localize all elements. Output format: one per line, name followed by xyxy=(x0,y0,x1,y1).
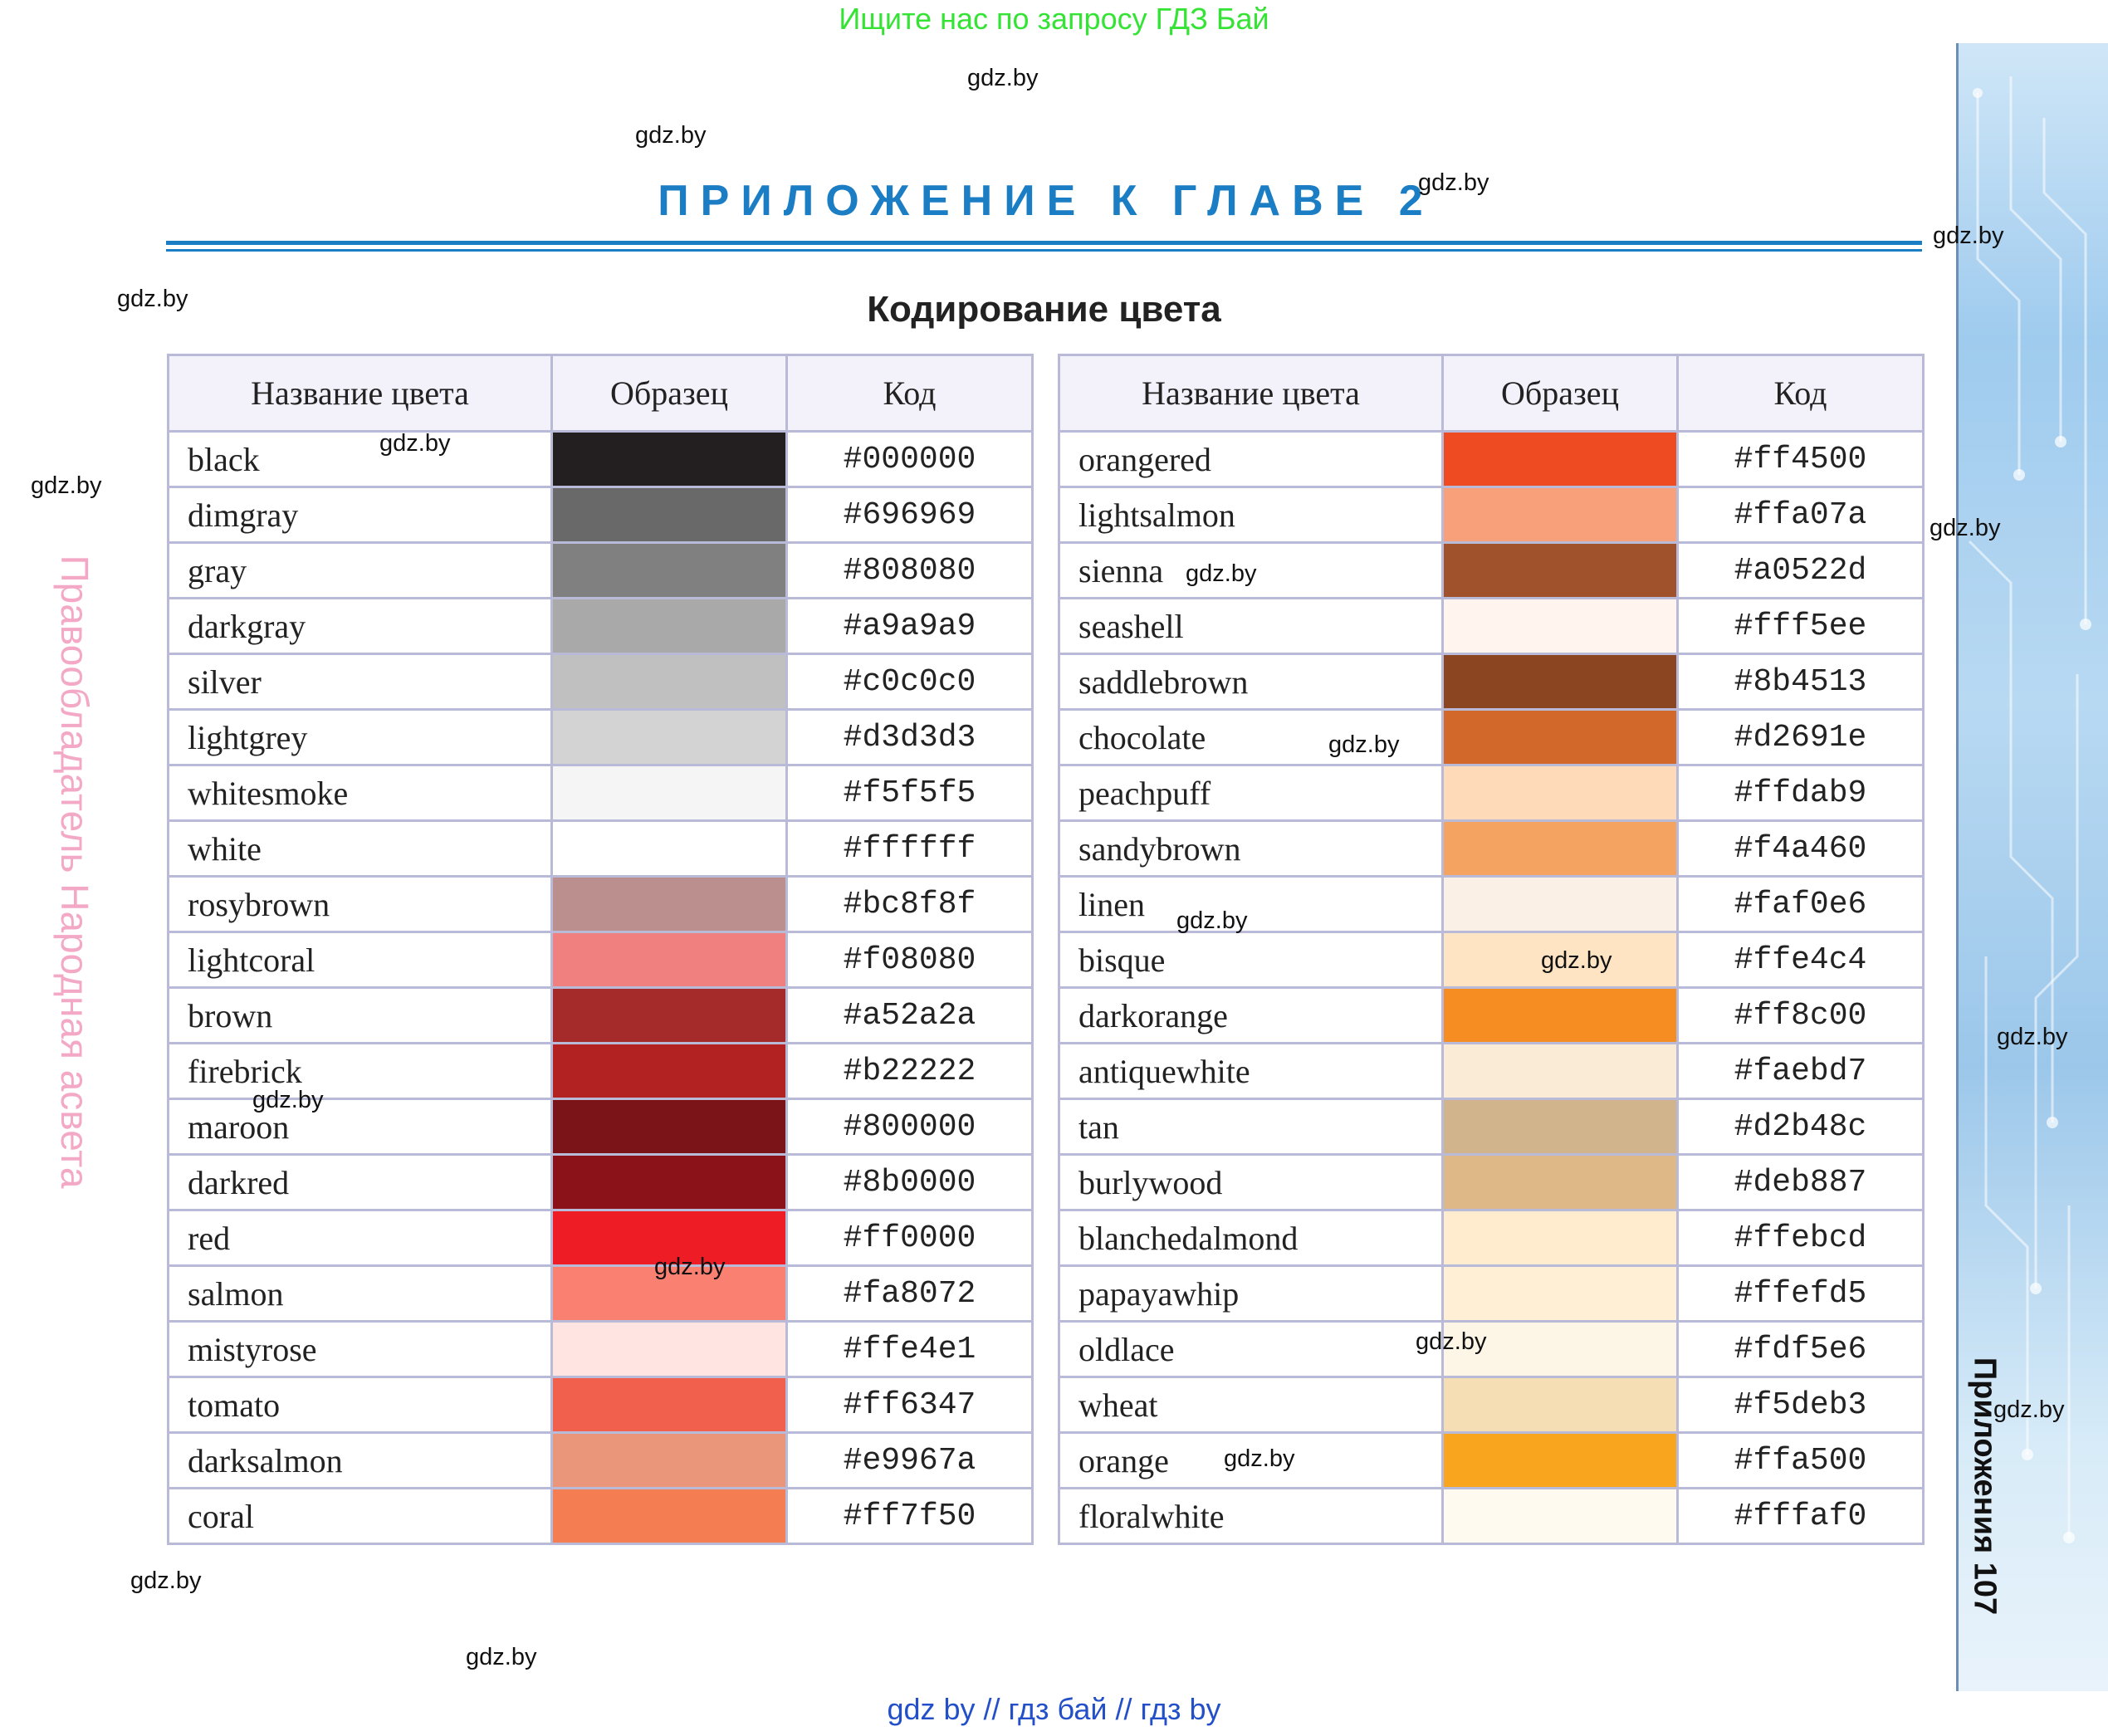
chapter-title: ПРИЛОЖЕНИЕ К ГЛАВЕ 2 xyxy=(658,177,1435,225)
table-row xyxy=(169,710,1033,765)
color-code: #a9a9a9 xyxy=(787,599,1033,654)
table-header-row xyxy=(1059,355,1924,432)
table-row xyxy=(1059,487,1924,543)
color-name: gray xyxy=(169,543,552,599)
color-swatch xyxy=(552,988,787,1044)
color-name: floralwhite xyxy=(1059,1489,1443,1544)
table-row xyxy=(169,821,1033,877)
left-table-body xyxy=(169,432,1033,1544)
right-table-body xyxy=(1059,432,1924,1544)
color-swatch xyxy=(552,1322,787,1377)
color-swatch xyxy=(1443,487,1678,543)
watermark: gdz.by xyxy=(466,1644,537,1670)
color-name: antiquewhite xyxy=(1059,1044,1443,1099)
watermark: gdz.by xyxy=(1993,1396,2065,1423)
table-row xyxy=(169,932,1033,988)
table-row xyxy=(1059,1044,1924,1099)
color-name: mistyrose xyxy=(169,1322,552,1377)
color-code: #fff5ee xyxy=(1678,599,1924,654)
color-swatch xyxy=(552,1489,787,1544)
table-row xyxy=(1059,599,1924,654)
color-name: peachpuff xyxy=(1059,765,1443,821)
color-code: #f5f5f5 xyxy=(787,765,1033,821)
color-code: #f4a460 xyxy=(1678,821,1924,877)
color-name: blanchedalmond xyxy=(1059,1210,1443,1266)
color-code: #ff7f50 xyxy=(787,1489,1033,1544)
watermark: gdz.by xyxy=(252,1087,324,1113)
color-name: maroon xyxy=(169,1099,552,1155)
color-swatch xyxy=(1443,988,1678,1044)
color-name: whitesmoke xyxy=(169,765,552,821)
side-divider xyxy=(1956,43,1959,1691)
color-swatch xyxy=(1443,821,1678,877)
color-code: #000000 xyxy=(787,432,1033,487)
color-code: #8b4513 xyxy=(1678,654,1924,710)
color-code: #ffa07a xyxy=(1678,487,1924,543)
color-name: wheat xyxy=(1059,1377,1443,1433)
color-swatch xyxy=(1443,1099,1678,1155)
header-sample: Образец xyxy=(1443,355,1678,432)
color-swatch xyxy=(552,654,787,710)
color-name: darkgray xyxy=(169,599,552,654)
section-title: Кодирование цвета xyxy=(867,289,1221,330)
color-swatch xyxy=(552,765,787,821)
color-code: #ff4500 xyxy=(1678,432,1924,487)
owner-vertical-text xyxy=(50,515,100,1229)
header-name: Название цвета xyxy=(1059,355,1443,432)
color-code: #deb887 xyxy=(1678,1155,1924,1210)
watermark: gdz.by xyxy=(1224,1445,1295,1472)
color-name: red xyxy=(169,1210,552,1266)
color-swatch xyxy=(552,1377,787,1433)
table-row xyxy=(169,877,1033,932)
color-code: #ff0000 xyxy=(787,1210,1033,1266)
table-row xyxy=(169,1377,1033,1433)
watermark: gdz.by xyxy=(117,286,188,312)
color-name: chocolate xyxy=(1059,710,1443,765)
color-name: black xyxy=(169,432,552,487)
color-code: #808080 xyxy=(787,543,1033,599)
table-row xyxy=(169,487,1033,543)
color-swatch xyxy=(1443,1210,1678,1266)
color-name: papayawhip xyxy=(1059,1266,1443,1322)
table-row xyxy=(1059,432,1924,487)
color-swatch xyxy=(1443,654,1678,710)
header-sample: Образец xyxy=(552,355,787,432)
table-row xyxy=(169,1489,1033,1544)
color-code: #d2691e xyxy=(1678,710,1924,765)
color-code: #e9967a xyxy=(787,1433,1033,1489)
color-swatch xyxy=(552,543,787,599)
table-row xyxy=(169,1322,1033,1377)
table-row xyxy=(1059,932,1924,988)
table-header-row xyxy=(169,355,1033,432)
watermark: gdz.by xyxy=(1418,169,1489,196)
color-name: orange xyxy=(1059,1433,1443,1489)
watermark: gdz.by xyxy=(1328,731,1400,758)
color-name: white xyxy=(169,821,552,877)
watermark: gdz.by xyxy=(1416,1328,1487,1355)
color-code: #d3d3d3 xyxy=(787,710,1033,765)
color-swatch xyxy=(1443,1155,1678,1210)
bottom-links[interactable]: gdz by // гдз бай // гдз by xyxy=(887,1692,1221,1726)
color-code: #c0c0c0 xyxy=(787,654,1033,710)
color-code: #d2b48c xyxy=(1678,1099,1924,1155)
color-swatch xyxy=(1443,543,1678,599)
color-code: #f5deb3 xyxy=(1678,1377,1924,1433)
table-row xyxy=(1059,765,1924,821)
color-name: oldlace xyxy=(1059,1322,1443,1377)
color-name: sandybrown xyxy=(1059,821,1443,877)
table-row xyxy=(169,654,1033,710)
table-row xyxy=(1059,1155,1924,1210)
color-name: darksalmon xyxy=(169,1433,552,1489)
watermark: gdz.by xyxy=(1176,907,1248,934)
color-name: burlywood xyxy=(1059,1155,1443,1210)
color-swatch xyxy=(552,1044,787,1099)
watermark: gdz.by xyxy=(31,472,102,499)
title-rule-bottom xyxy=(166,249,1922,252)
table-row xyxy=(1059,1266,1924,1322)
color-name: salmon xyxy=(169,1266,552,1322)
color-name: dimgray xyxy=(169,487,552,543)
color-name: silver xyxy=(169,654,552,710)
color-name: seashell xyxy=(1059,599,1443,654)
watermark: gdz.by xyxy=(1933,223,2004,249)
color-swatch xyxy=(1443,1377,1678,1433)
color-code: #ffdab9 xyxy=(1678,765,1924,821)
color-name: saddlebrown xyxy=(1059,654,1443,710)
left-color-table xyxy=(167,354,1034,1545)
color-name: bisque xyxy=(1059,932,1443,988)
table-row xyxy=(1059,1099,1924,1155)
color-swatch xyxy=(1443,765,1678,821)
color-swatch xyxy=(552,599,787,654)
color-code: #fdf5e6 xyxy=(1678,1322,1924,1377)
color-name: darkred xyxy=(169,1155,552,1210)
color-swatch xyxy=(552,1155,787,1210)
table-row xyxy=(169,543,1033,599)
color-code: #ffefd5 xyxy=(1678,1266,1924,1322)
table-row xyxy=(1059,654,1924,710)
color-swatch xyxy=(552,1433,787,1489)
table-row xyxy=(169,765,1033,821)
color-code: #ffffff xyxy=(787,821,1033,877)
color-swatch xyxy=(552,710,787,765)
color-name: lightcoral xyxy=(169,932,552,988)
color-code: #ffebcd xyxy=(1678,1210,1924,1266)
top-banner: Ищите нас по запросу ГДЗ Бай xyxy=(839,2,1269,36)
table-row xyxy=(1059,1433,1924,1489)
watermark: gdz.by xyxy=(654,1254,726,1280)
color-code: #800000 xyxy=(787,1099,1033,1155)
color-name: coral xyxy=(169,1489,552,1544)
color-swatch xyxy=(552,821,787,877)
table-row xyxy=(169,1266,1033,1322)
color-swatch xyxy=(552,432,787,487)
color-name: sienna xyxy=(1059,543,1443,599)
color-code: #ff6347 xyxy=(787,1377,1033,1433)
watermark: gdz.by xyxy=(635,122,707,149)
header-code: Код xyxy=(1678,355,1924,432)
color-code: #a52a2a xyxy=(787,988,1033,1044)
color-swatch xyxy=(552,932,787,988)
color-swatch xyxy=(1443,1433,1678,1489)
table-row xyxy=(1059,988,1924,1044)
color-swatch xyxy=(1443,877,1678,932)
color-code: #ff8c00 xyxy=(1678,988,1924,1044)
table-row xyxy=(1059,710,1924,765)
color-name: brown xyxy=(169,988,552,1044)
color-swatch xyxy=(552,487,787,543)
color-code: #b22222 xyxy=(787,1044,1033,1099)
page-label: Приложения 107 xyxy=(1967,1357,2003,1616)
page-label-vertical xyxy=(1959,1328,2009,1644)
color-name: linen xyxy=(1059,877,1443,932)
color-swatch xyxy=(1443,432,1678,487)
color-code: #fffaf0 xyxy=(1678,1489,1924,1544)
watermark: gdz.by xyxy=(967,65,1039,91)
table-row xyxy=(1059,821,1924,877)
watermark: gdz.by xyxy=(1997,1024,2068,1050)
watermark: gdz.by xyxy=(1541,947,1612,974)
color-code: #fa8072 xyxy=(787,1266,1033,1322)
watermark: gdz.by xyxy=(1186,560,1257,587)
color-code: #ffa500 xyxy=(1678,1433,1924,1489)
color-code: #bc8f8f xyxy=(787,877,1033,932)
color-name: lightsalmon xyxy=(1059,487,1443,543)
color-code: #ffe4c4 xyxy=(1678,932,1924,988)
table-row xyxy=(1059,1322,1924,1377)
color-swatch xyxy=(1443,1044,1678,1099)
title-rule-top xyxy=(166,241,1922,245)
right-color-table xyxy=(1058,354,1925,1545)
color-swatch xyxy=(552,1099,787,1155)
color-code: #f08080 xyxy=(787,932,1033,988)
table-row xyxy=(169,432,1033,487)
table-row xyxy=(169,1210,1033,1266)
table-row xyxy=(1059,1489,1924,1544)
color-swatch xyxy=(1443,599,1678,654)
watermark: gdz.by xyxy=(379,430,451,457)
table-row xyxy=(1059,1377,1924,1433)
watermark: gdz.by xyxy=(1929,515,2001,541)
color-code: #ffe4e1 xyxy=(787,1322,1033,1377)
color-code: #faebd7 xyxy=(1678,1044,1924,1099)
watermark: gdz.by xyxy=(130,1567,202,1594)
color-name: firebrick xyxy=(169,1044,552,1099)
owner-label: Правообладатель Народная асвета xyxy=(53,555,96,1189)
table-row xyxy=(169,599,1033,654)
table-row xyxy=(1059,1210,1924,1266)
header-code: Код xyxy=(787,355,1033,432)
table-row xyxy=(169,1155,1033,1210)
color-swatch xyxy=(1443,1489,1678,1544)
color-code: #8b0000 xyxy=(787,1155,1033,1210)
color-name: rosybrown xyxy=(169,877,552,932)
color-swatch xyxy=(1443,710,1678,765)
color-name: darkorange xyxy=(1059,988,1443,1044)
color-name: tan xyxy=(1059,1099,1443,1155)
header-name: Название цвета xyxy=(169,355,552,432)
color-code: #faf0e6 xyxy=(1678,877,1924,932)
table-row xyxy=(169,988,1033,1044)
color-name: tomato xyxy=(169,1377,552,1433)
color-swatch xyxy=(1443,1266,1678,1322)
color-code: #a0522d xyxy=(1678,543,1924,599)
color-code: #696969 xyxy=(787,487,1033,543)
color-name: orangered xyxy=(1059,432,1443,487)
table-row xyxy=(169,1433,1033,1489)
color-swatch xyxy=(552,877,787,932)
color-name: lightgrey xyxy=(169,710,552,765)
